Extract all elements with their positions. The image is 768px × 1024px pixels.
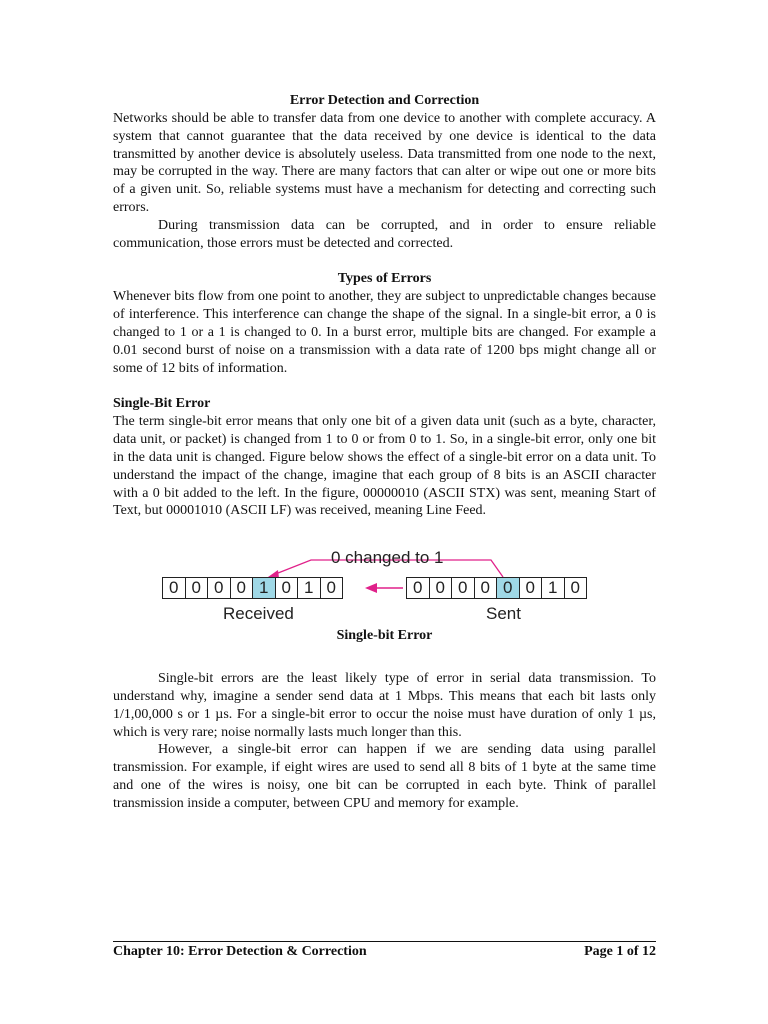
document-title: Error Detection and Correction (289, 93, 480, 108)
intro-paragraph-2: During transmission data can be corrupted, and in order to ensure reliable communication, those errors must be detected and corrected. (113, 217, 656, 251)
sent-bit: 0 (496, 577, 520, 599)
sent-bit: 0 (406, 577, 430, 599)
transmit-arrow-head (365, 583, 377, 593)
received-bit: 0 (185, 577, 209, 599)
single-bit-error-figure (113, 530, 656, 650)
sent-byte (407, 577, 587, 599)
received-bit: 1 (252, 577, 276, 599)
received-bit: 0 (230, 577, 254, 599)
types-of-errors-heading: Types of Errors (337, 271, 432, 287)
received-bit: 1 (297, 577, 321, 599)
received-bit: 0 (320, 577, 344, 599)
received-bit: 0 (162, 577, 186, 599)
received-bit: 0 (207, 577, 231, 599)
sent-bit: 0 (474, 577, 498, 599)
intro-paragraph-1: Networks should be able to transfer data from one device to another with complete accuracy. A system that cannot guarantee that the data received by one device is identical to the data transmitted by another device is absolutely useless. Data transmitted from one node to the next, may be corrupted in the way. There are many factors that can alter or wipe out one or more bits of a given unit. So, reliable systems must have a mechanism for detecting and correcting such errors. (113, 111, 656, 215)
received-bit: 0 (275, 577, 299, 599)
received-label: Received (223, 604, 294, 624)
sent-bit: 0 (519, 577, 543, 599)
sent-bit: 1 (541, 577, 565, 599)
figure-caption: Single-bit Error (336, 628, 433, 644)
footer-page-number: Page 1 of 12 (584, 944, 656, 959)
sent-label: Sent (486, 604, 521, 624)
after-figure-paragraph-1: Single-bit errors are the least likely type of error in serial data transmission. To understand why, imagine a sender send data at 1 Mbps. This means that each bit lasts only 1/1,00,000 s or 1 µs. For a single-bit error to occur the noise must have duration of only 1 µs, which is very rare; noise normally lasts much longer than this. (113, 671, 656, 740)
document-page (113, 92, 656, 813)
sent-bit: 0 (429, 577, 453, 599)
changed-bit-label: 0 changed to 1 (331, 548, 444, 568)
single-bit-error-heading: Single-Bit Error (113, 396, 211, 412)
footer-chapter: Chapter 10: Error Detection & Correction (113, 944, 367, 959)
sent-bit: 0 (451, 577, 475, 599)
sent-bit: 0 (564, 577, 588, 599)
page-footer (113, 941, 656, 960)
after-figure-paragraph-2: However, a single-bit error can happen if we are sending data using parallel transmission. For example, if eight wires are used to send all 8 bits of 1 byte at the same time and one of the wires is noisy, one bit can be corrupted in each byte. Think of parallel transmission inside a computer, between CPU and memory for example. (113, 742, 656, 811)
types-of-errors-paragraph: Whenever bits flow from one point to another, they are subject to unpredictable changes because of interference. This interference can change the shape of the signal. In a single-bit error, a 0 is changed to 1 or a 1 is changed to 0. In a burst error, multiple bits are changed. For example a 0.01 second burst of noise on a transmission with a data rate of 1200 bps might change all or some of 12 bits of information. (113, 289, 656, 376)
single-bit-error-paragraph: The term single-bit error means that only one bit of a given data unit (such as a byte, character, data unit, or packet) is changed from 1 to 0 or from 0 to 1. So, in a single-bit error, only one bit in the data unit is changed. Figure below shows the effect of a single-bit error on a data unit. To understand the impact of the change, imagine that each group of 8 bits is an ASCII character with a 0 bit added to the left. In the figure, 00000010 (ASCII STX) was sent, meaning Start of Text, but 00001010 (ASCII LF) was received, meaning Line Feed. (113, 414, 656, 519)
received-byte (163, 577, 343, 599)
